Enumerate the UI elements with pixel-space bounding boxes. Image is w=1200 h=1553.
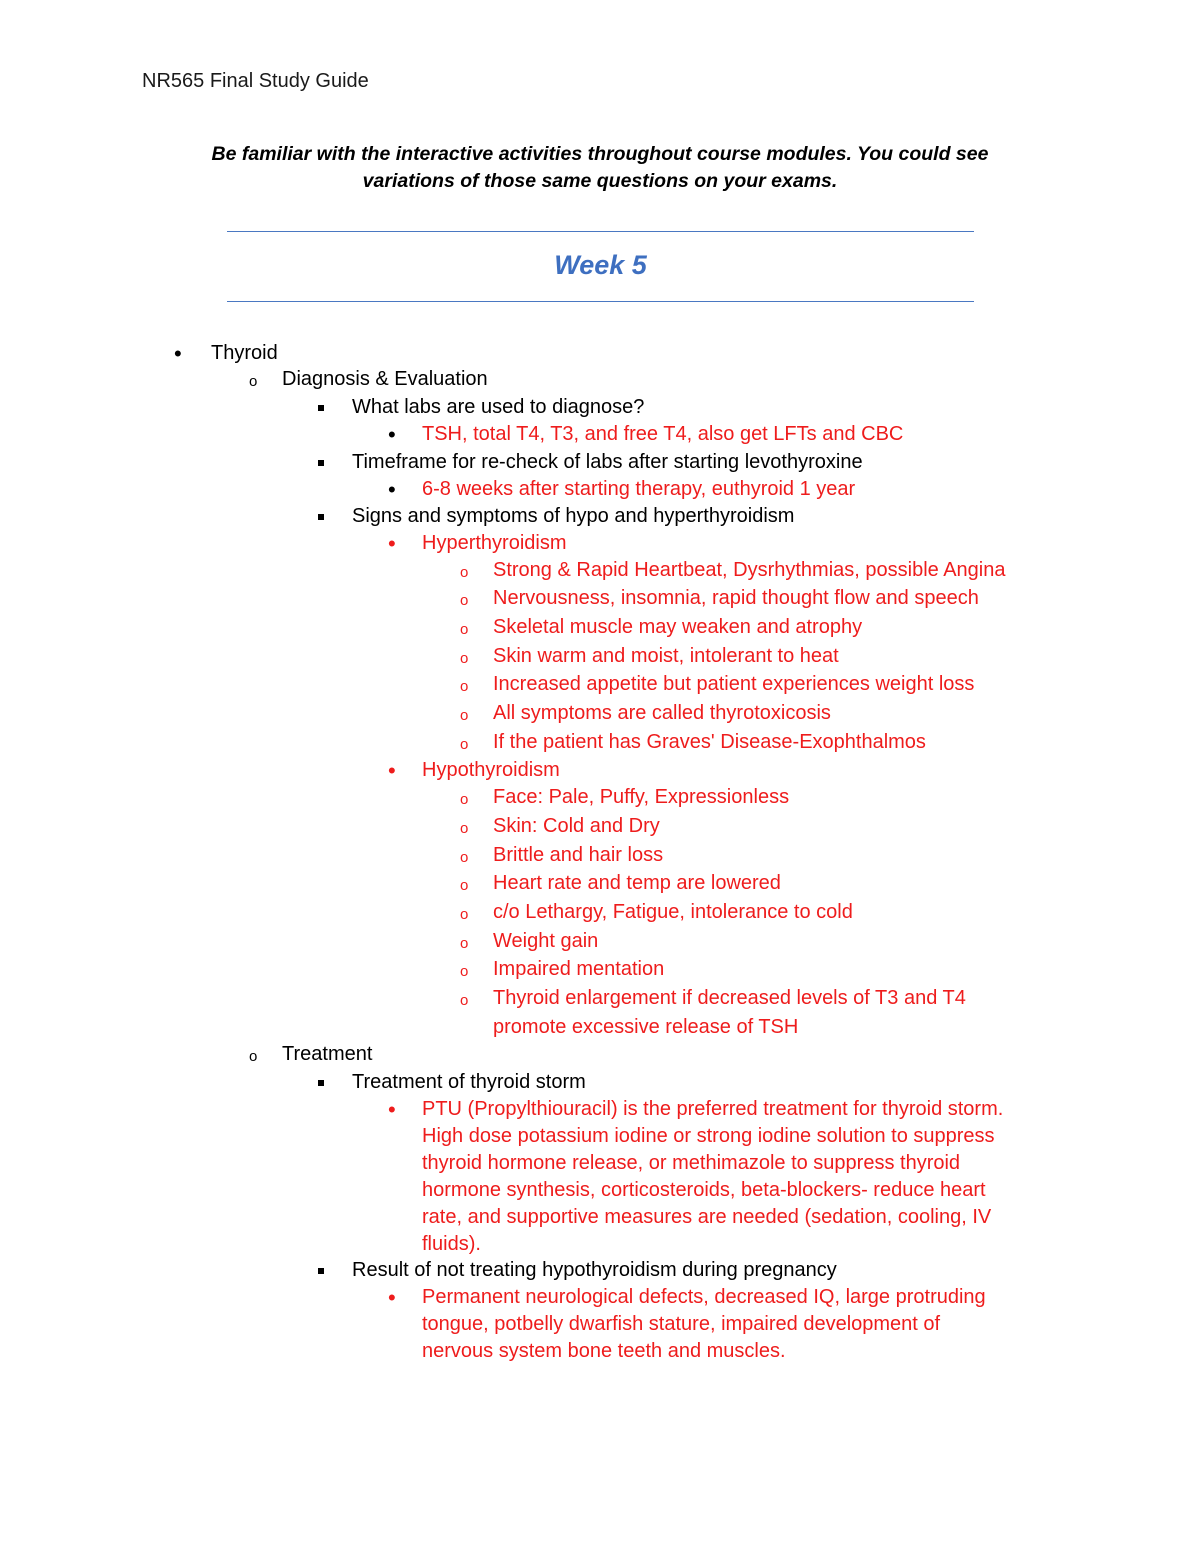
page-header: NR565 Final Study Guide bbox=[142, 70, 369, 92]
answer-pregnancy bbox=[422, 1284, 1062, 1365]
answer-storm bbox=[422, 1096, 1062, 1258]
circle-bullet-icon: o bbox=[460, 621, 469, 638]
disc-bullet-icon bbox=[174, 340, 182, 369]
hyper-item: Skeletal muscle may weaken and atrophy bbox=[493, 616, 863, 638]
circle-bullet-icon: o bbox=[249, 373, 258, 390]
circle-bullet-icon: o bbox=[460, 849, 469, 866]
square-bullet-icon bbox=[318, 394, 324, 421]
hypo-item: Impaired mentation bbox=[493, 958, 665, 980]
intro-line-1: Be familiar with the interactive activities throughout course modules. You could see bbox=[211, 143, 989, 165]
answer-pregnancy-line: Permanent neurological defects, decreased IQ, large protruding bbox=[422, 1286, 986, 1308]
hypo-item: Brittle and hair loss bbox=[493, 844, 664, 866]
hypo-item: Heart rate and temp are lowered bbox=[493, 872, 781, 894]
circle-bullet-icon: o bbox=[460, 906, 469, 923]
question-recheck: Timeframe for re-check of labs after starting levothyroxine bbox=[352, 451, 863, 473]
circle-bullet-icon: o bbox=[460, 963, 469, 980]
question-pregnancy: Result of not treating hypothyroidism during pregnancy bbox=[352, 1259, 837, 1281]
disc-bullet-icon bbox=[388, 476, 396, 505]
circle-bullet-icon: o bbox=[460, 791, 469, 808]
answer-storm-line: hormone synthesis, corticosteroids, beta-blockers- reduce heart bbox=[422, 1179, 986, 1201]
answer-storm-line: PTU (Propylthiouracil) is the preferred treatment for thyroid storm. bbox=[422, 1098, 1004, 1120]
circle-bullet-icon: o bbox=[249, 1048, 258, 1065]
hyper-item: Strong & Rapid Heartbeat, Dysrhythmias, possible Angina bbox=[493, 559, 1006, 581]
circle-bullet-icon: o bbox=[460, 707, 469, 724]
disc-bullet-icon bbox=[388, 757, 396, 786]
hypo-item: Face: Pale, Puffy, Expressionless bbox=[493, 786, 790, 808]
disc-bullet-icon bbox=[388, 530, 396, 559]
hypo-heading: Hypothyroidism bbox=[422, 759, 560, 781]
hyper-item: If the patient has Graves' Disease-Exophthalmos bbox=[493, 731, 926, 753]
divider-top bbox=[227, 231, 974, 232]
question-labs: What labs are used to diagnose? bbox=[352, 396, 645, 418]
square-bullet-icon bbox=[318, 1257, 324, 1284]
answer-recheck: 6-8 weeks after starting therapy, euthyroid 1 year bbox=[422, 478, 856, 500]
answer-storm-line: thyroid hormone release, or methimazole to suppress thyroid bbox=[422, 1152, 961, 1174]
square-bullet-icon bbox=[318, 449, 324, 476]
circle-bullet-icon: o bbox=[460, 736, 469, 753]
hyper-item: Skin warm and moist, intolerant to heat bbox=[493, 645, 839, 667]
disc-bullet-icon bbox=[388, 1096, 396, 1125]
answer-labs: TSH, total T4, T3, and free T4, also get LFTs and CBC bbox=[422, 423, 904, 445]
section-title: Week 5 bbox=[554, 250, 647, 280]
intro-line-2: variations of those same questions on your exams. bbox=[362, 170, 838, 192]
hypo-item: Weight gain bbox=[493, 930, 599, 952]
circle-bullet-icon: o bbox=[460, 592, 469, 609]
circle-bullet-icon: o bbox=[460, 650, 469, 667]
intro-note bbox=[150, 141, 1050, 195]
hypo-item: Thyroid enlargement if decreased levels of T3 and T4 bbox=[493, 987, 966, 1009]
hyper-heading: Hyperthyroidism bbox=[422, 532, 567, 554]
hypo-item: Skin: Cold and Dry bbox=[493, 815, 660, 837]
circle-bullet-icon: o bbox=[460, 992, 469, 1009]
hypo-item-continued: promote excessive release of TSH bbox=[493, 1016, 799, 1038]
subtopic-treatment: Treatment bbox=[282, 1043, 373, 1065]
circle-bullet-icon: o bbox=[460, 678, 469, 695]
answer-pregnancy-line: nervous system bone teeth and muscles. bbox=[422, 1340, 786, 1362]
disc-bullet-icon bbox=[388, 1284, 396, 1313]
hyper-item: All symptoms are called thyrotoxicosis bbox=[493, 702, 831, 724]
circle-bullet-icon: o bbox=[460, 564, 469, 581]
square-bullet-icon bbox=[318, 1069, 324, 1096]
hyper-item: Increased appetite but patient experiences weight loss bbox=[493, 673, 975, 695]
hypo-item: c/o Lethargy, Fatigue, intolerance to cold bbox=[493, 901, 853, 923]
answer-storm-line: rate, and supportive measures are needed (sedation, cooling, IV bbox=[422, 1206, 992, 1228]
answer-pregnancy-line: tongue, potbelly dwarfish stature, impaired development of bbox=[422, 1313, 941, 1335]
circle-bullet-icon: o bbox=[460, 820, 469, 837]
question-storm: Treatment of thyroid storm bbox=[352, 1071, 586, 1093]
divider-bottom bbox=[227, 301, 974, 302]
square-bullet-icon bbox=[318, 503, 324, 530]
answer-storm-line: fluids). bbox=[422, 1233, 481, 1255]
question-symptoms: Signs and symptoms of hypo and hyperthyroidism bbox=[352, 505, 795, 527]
subtopic-diagnosis: Diagnosis & Evaluation bbox=[282, 368, 488, 390]
disc-bullet-icon bbox=[388, 421, 396, 450]
circle-bullet-icon: o bbox=[460, 877, 469, 894]
hyper-item: Nervousness, insomnia, rapid thought flow and speech bbox=[493, 587, 979, 609]
answer-storm-line: High dose potassium iodine or strong iodine solution to suppress bbox=[422, 1125, 995, 1147]
topic-heading: Thyroid bbox=[211, 342, 278, 364]
circle-bullet-icon: o bbox=[460, 935, 469, 952]
